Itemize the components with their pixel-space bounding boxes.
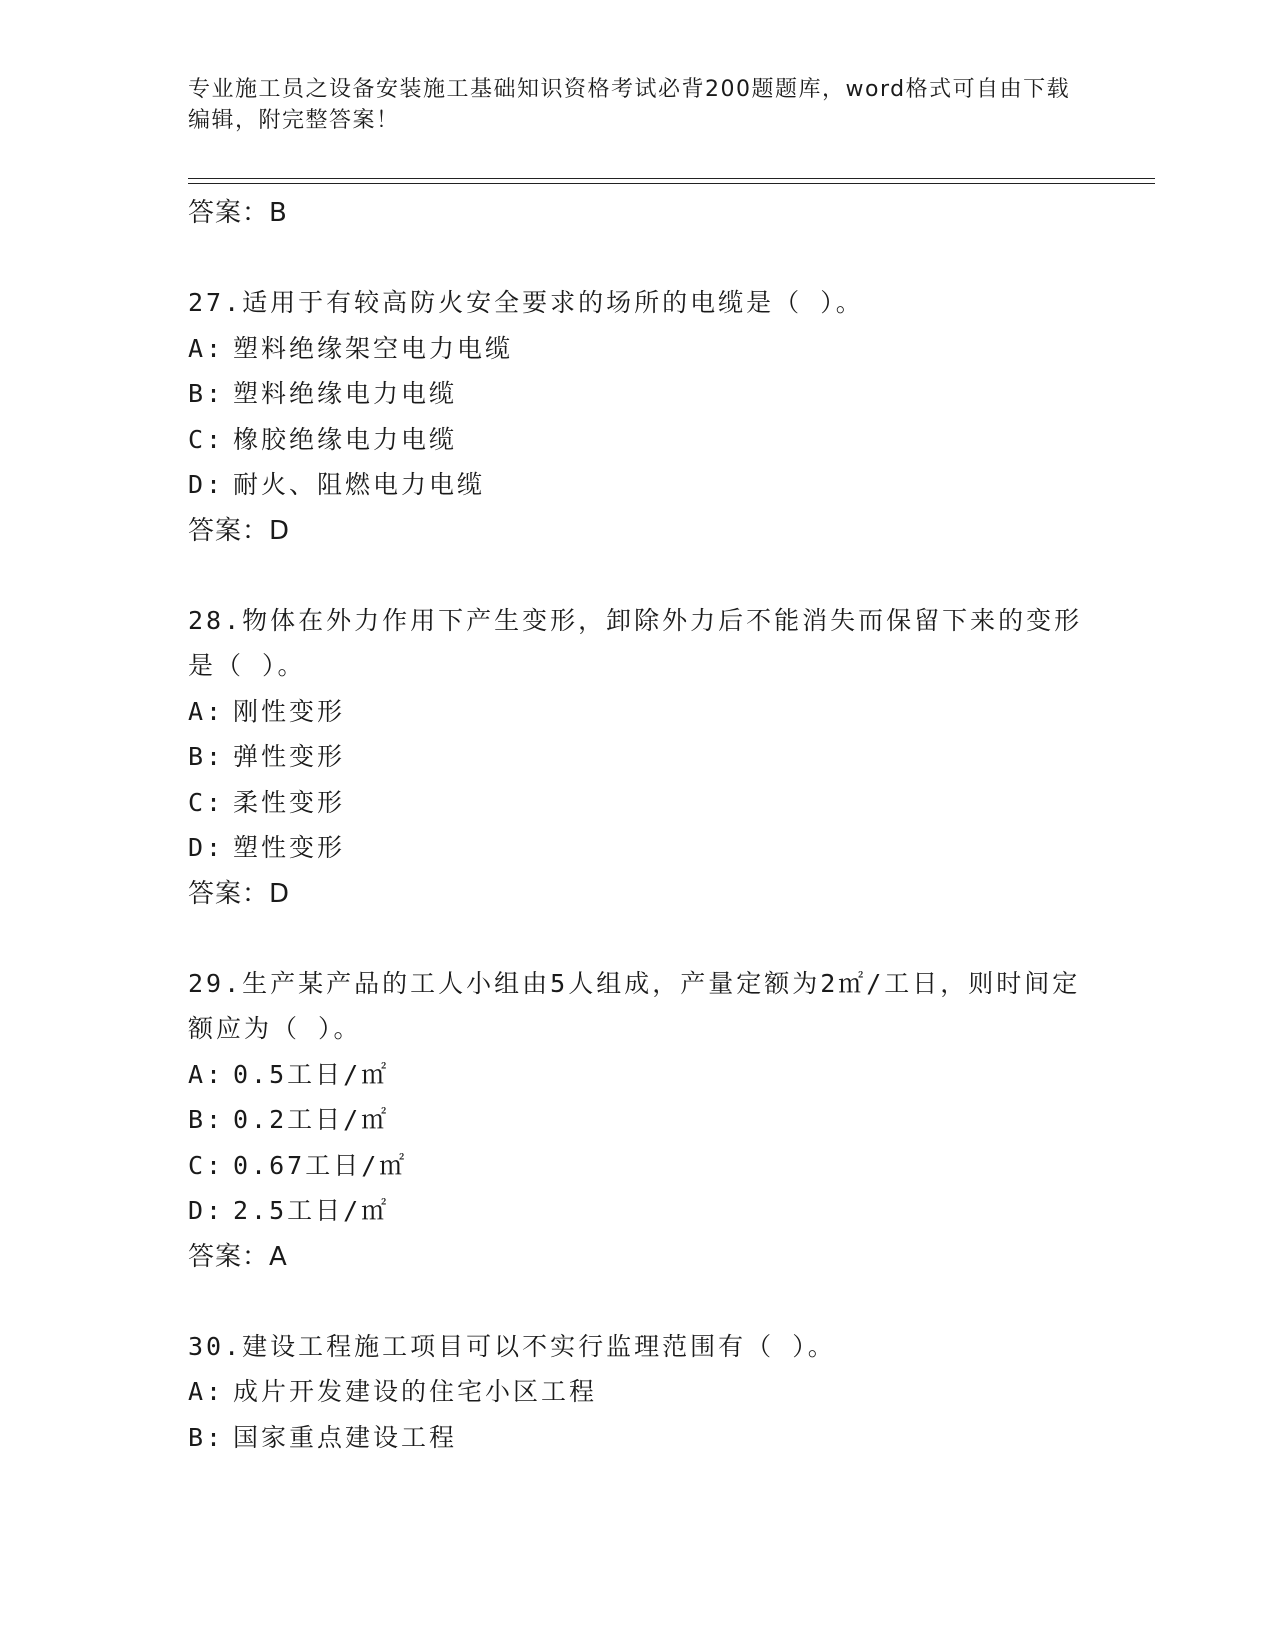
header-rule-top bbox=[188, 178, 1155, 179]
option-a bbox=[188, 1369, 1088, 1415]
option-d bbox=[188, 462, 1088, 508]
option-text: 橡胶绝缘电力电缆 bbox=[233, 424, 458, 454]
option-a bbox=[188, 1052, 1088, 1098]
option-c bbox=[188, 780, 1088, 826]
option-c bbox=[188, 1143, 1088, 1189]
option-label: A: bbox=[188, 1059, 225, 1089]
question-stem: 29.生产某产品的工人小组由5人组成，产量定额为2㎡/工日，则时间定额应为（ ）。 bbox=[188, 968, 1081, 1043]
option-label: C: bbox=[188, 1150, 225, 1180]
option-b bbox=[188, 1415, 1088, 1461]
question-stem: 27.适用于有较高防火安全要求的场所的电缆是（ ）。 bbox=[188, 288, 864, 317]
option-text: 0.5工日/㎡ bbox=[233, 1059, 390, 1089]
option-text: 塑料绝缘电力电缆 bbox=[233, 379, 458, 408]
option-text: 2.5工日/㎡ bbox=[233, 1196, 390, 1225]
option-label: B: bbox=[188, 742, 225, 771]
question-stem: 28.物体在外力作用下产生变形，卸除外力后不能消失而保留下来的变形是（ ）。 bbox=[188, 605, 1083, 680]
document-header: 专业施工员之设备安装施工基础知识资格考试必背200题题库，word格式可自由下载编辑，附完整答案！ bbox=[188, 77, 1071, 133]
option-text: 塑料绝缘架空电力电缆 bbox=[233, 333, 514, 363]
option-a bbox=[188, 326, 1088, 372]
question-27 bbox=[188, 280, 1088, 554]
option-text: 0.2工日/㎡ bbox=[233, 1105, 390, 1134]
answer-line: 答案：A bbox=[188, 1241, 288, 1272]
option-text: 刚性变形 bbox=[233, 696, 346, 726]
option-label: D: bbox=[188, 470, 225, 499]
header-rule-bottom bbox=[188, 183, 1155, 184]
option-label: A: bbox=[188, 333, 225, 363]
option-label: B: bbox=[188, 1105, 225, 1134]
question-list bbox=[188, 190, 1088, 1460]
option-b bbox=[188, 1097, 1088, 1143]
question-stem: 30.建设工程施工项目可以不实行监理范围有（ ）。 bbox=[188, 1331, 836, 1361]
question-30 bbox=[188, 1324, 1088, 1461]
option-text: 0.67工日/㎡ bbox=[233, 1150, 408, 1180]
answer-line: 答案：D bbox=[188, 515, 291, 546]
option-text: 耐火、阻燃电力电缆 bbox=[233, 470, 486, 499]
option-text: 弹性变形 bbox=[233, 742, 346, 771]
option-text: 柔性变形 bbox=[233, 787, 346, 817]
option-label: C: bbox=[188, 787, 225, 817]
option-b bbox=[188, 734, 1088, 780]
option-label: B: bbox=[188, 379, 225, 408]
option-label: D: bbox=[188, 1196, 225, 1225]
option-text: 成片开发建设的住宅小区工程 bbox=[233, 1377, 598, 1406]
option-d bbox=[188, 1188, 1088, 1234]
option-label: A: bbox=[188, 696, 225, 726]
answer-line: 答案：B bbox=[188, 198, 288, 228]
option-b bbox=[188, 371, 1088, 417]
question-29 bbox=[188, 961, 1088, 1280]
question-28 bbox=[188, 598, 1088, 917]
option-label: C: bbox=[188, 424, 225, 454]
answer-line: 答案：D bbox=[188, 878, 291, 909]
option-label: B: bbox=[188, 1422, 225, 1452]
option-label: D: bbox=[188, 833, 225, 862]
option-c bbox=[188, 417, 1088, 463]
option-text: 塑性变形 bbox=[233, 833, 346, 862]
option-label: A: bbox=[188, 1377, 225, 1406]
option-a bbox=[188, 689, 1088, 735]
option-d bbox=[188, 825, 1088, 871]
option-text: 国家重点建设工程 bbox=[233, 1422, 458, 1452]
